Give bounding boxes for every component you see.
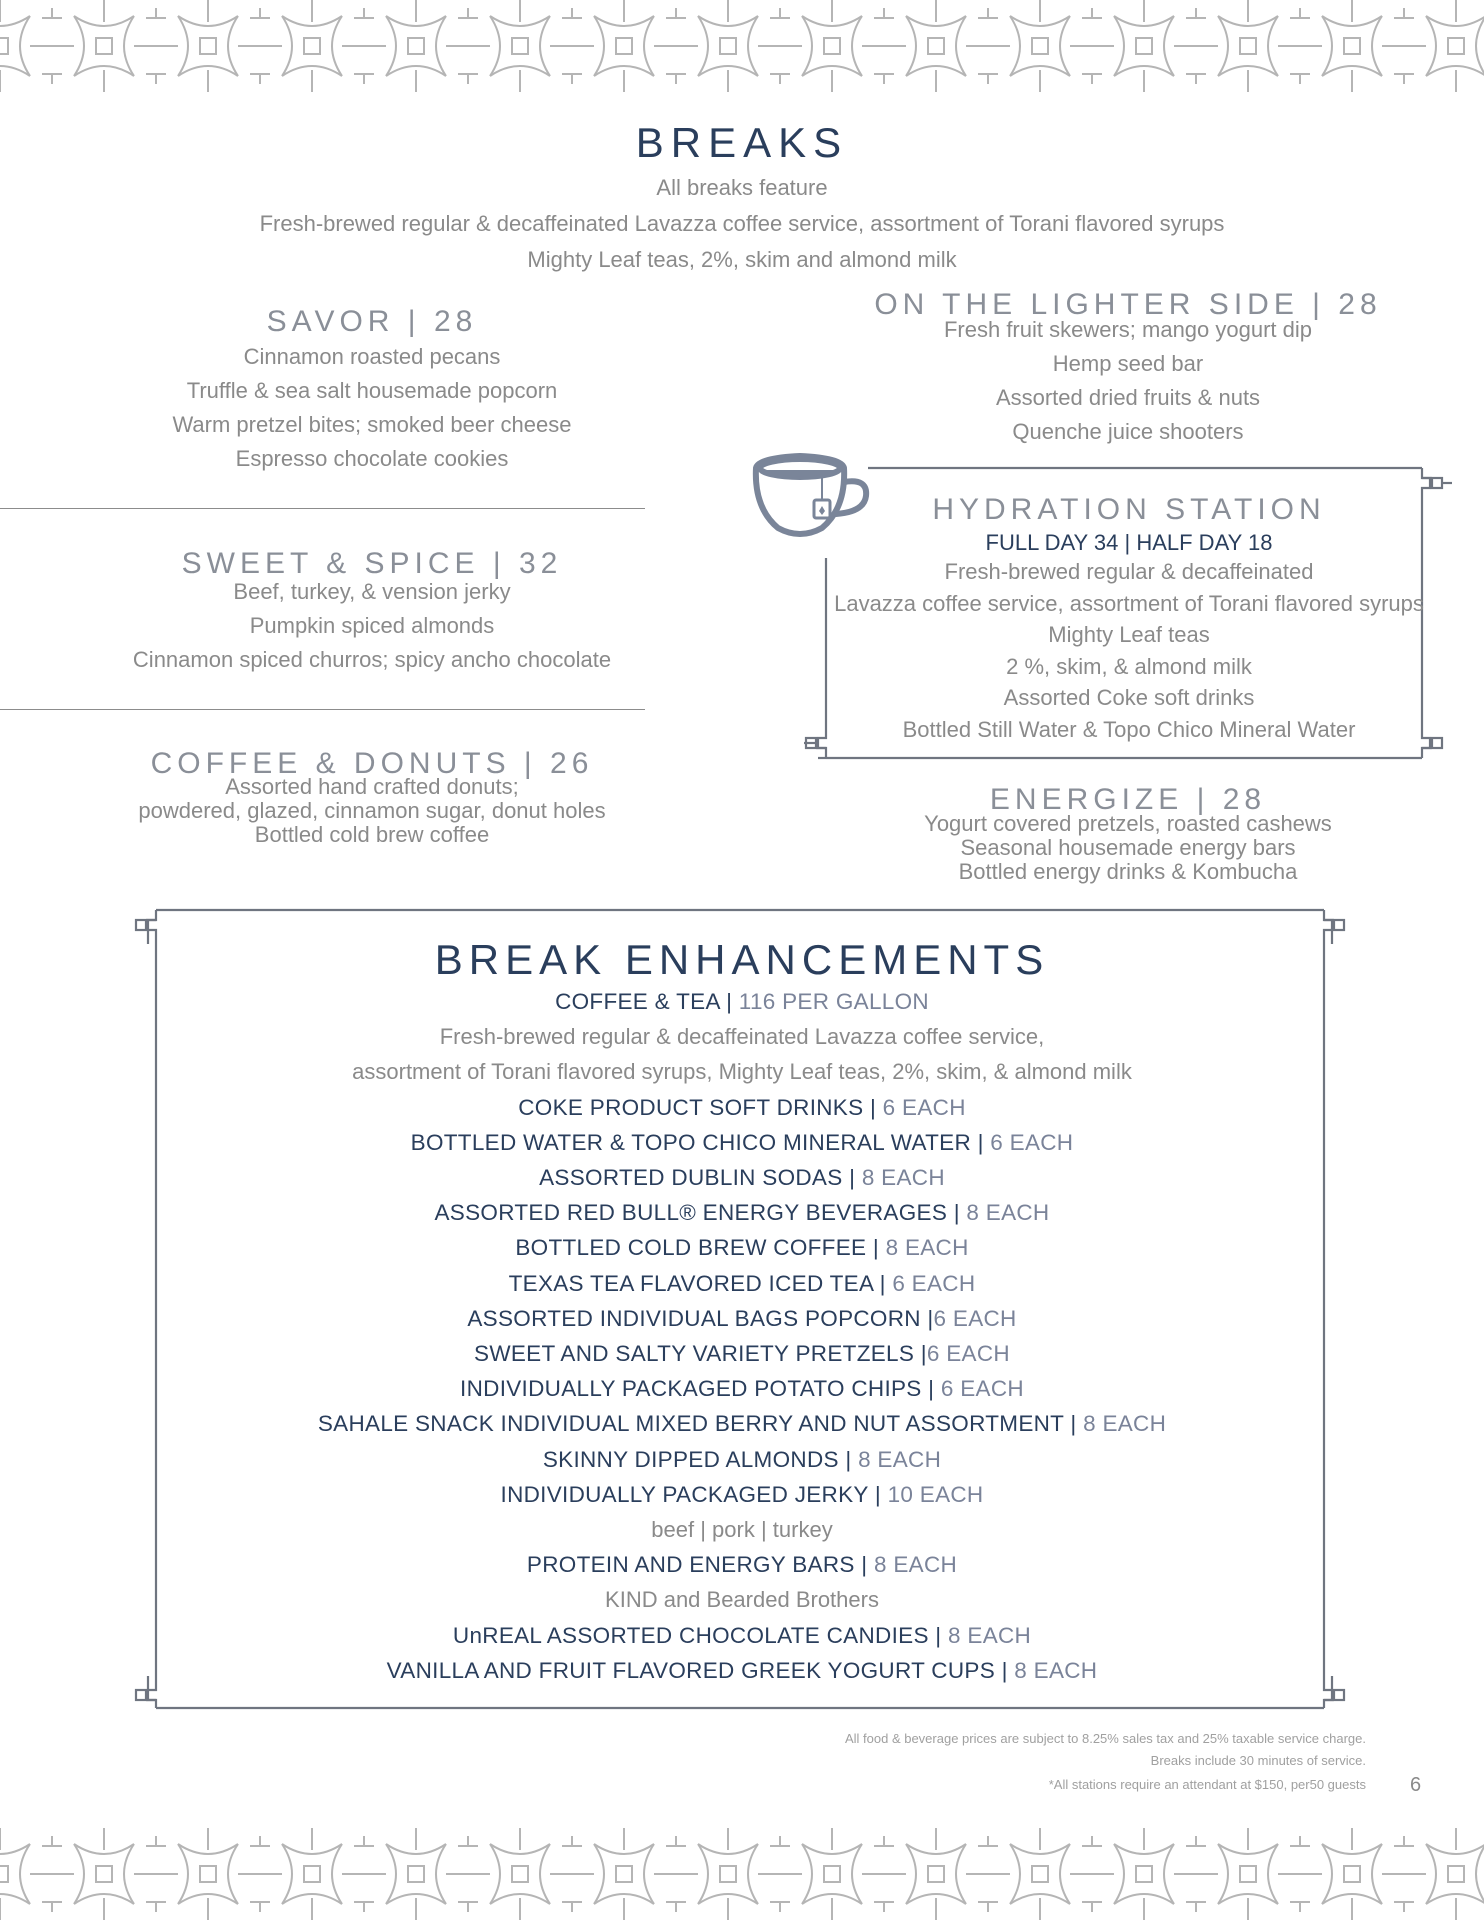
menu-item: Lavazza coffee service, assortment of Torani flavored syrups [834, 590, 1424, 616]
menu-item: Seasonal housemade energy bars [960, 835, 1296, 860]
menu-item: Hemp seed bar [1052, 351, 1204, 376]
enhancement-item [0, 1125, 1484, 1160]
enhancements-section [0, 935, 1484, 1688]
enhancement-description: assortment of Torani flavored syrups, Mighty Leaf teas, 2%, skim, & almond milk [352, 1059, 1132, 1085]
enhancement-item-price: 8 EACH [948, 1622, 1032, 1648]
enhancement-item-price: 116 PER GALLON [738, 989, 929, 1014]
menu-item: Cinnamon spiced churros; spicy ancho chocolate [132, 647, 612, 672]
enhancement-item-price: 8 EACH [861, 1165, 945, 1191]
energize-title: ENERGIZE | 28 [989, 783, 1267, 816]
enhancement-item [0, 1406, 1484, 1441]
enhancement-description: Fresh-brewed regular & decaffeinated Lavazza coffee service, [439, 1024, 1045, 1050]
divider [0, 508, 645, 509]
footnote-line: All food & beverage prices are subject to 8.25% sales tax and 25% taxable service charge. [844, 1731, 1366, 1746]
enhancement-item-name: BOTTLED COLD BREW COFFEE | [515, 1235, 886, 1261]
enhancement-item-price: 8 EACH [858, 1446, 942, 1472]
enhancement-item [0, 1195, 1484, 1230]
enhancement-item-name: BOTTLED WATER & TOPO CHICO MINERAL WATER | [410, 1129, 991, 1155]
enhancement-item-price: 8 EACH [966, 1200, 1050, 1226]
enhancement-item-price: 8 EACH [885, 1235, 969, 1261]
enhancement-item-price: 6 EACH [882, 1094, 966, 1120]
hydration-section [810, 490, 1448, 745]
enhancement-item [0, 1371, 1484, 1406]
enhancement-item-name: UnREAL ASSORTED CHOCOLATE CANDIES | [452, 1622, 949, 1648]
enhancement-item [0, 1618, 1484, 1653]
enhancement-item [0, 1653, 1484, 1688]
enhancement-item-name: SAHALE SNACK INDIVIDUAL MIXED BERRY AND NUT ASSORTMENT | [317, 1411, 1084, 1437]
enhancement-item-name: ASSORTED INDIVIDUAL BAGS POPCORN | [467, 1305, 934, 1331]
enhancement-item-price: 8 EACH [1014, 1657, 1098, 1683]
footnote-line: Breaks include 30 minutes of service. [1150, 1753, 1366, 1768]
menu-item: Quenche juice shooters [1012, 419, 1244, 444]
enhancement-item [0, 1301, 1484, 1336]
enhancement-item-price: 6 EACH [933, 1305, 1017, 1331]
menu-item: Bottled Still Water & Topo Chico Mineral Water [902, 716, 1356, 742]
enhancement-item-name: SKINNY DIPPED ALMONDS | [542, 1446, 859, 1472]
enhancement-item-price: 8 EACH [1083, 1411, 1167, 1437]
page-number: 6 [1410, 1774, 1422, 1796]
enhancement-item-name: SWEET AND SALTY VARIETY PRETZELS | [474, 1341, 927, 1367]
intro-text [0, 170, 1484, 278]
lighter-side-section [758, 287, 1484, 449]
enhancement-item-name: INDIVIDUALLY PACKAGED JERKY | [500, 1481, 888, 1507]
menu-item: Yogurt covered pretzels, roasted cashews [924, 811, 1332, 836]
hydration-title: HYDRATION STATION [932, 493, 1326, 526]
enhancement-item [0, 1477, 1484, 1512]
page-title: BREAKS [635, 119, 849, 166]
menu-item: Truffle & sea salt housemade popcorn [186, 378, 558, 403]
menu-item: Assorted Coke soft drinks [1003, 685, 1255, 710]
enhancement-item-name: VANILLA AND FRUIT FLAVORED GREEK YOGURT CUPS | [386, 1657, 1015, 1683]
enhancement-item [0, 984, 1484, 1019]
menu-item: Fresh-brewed regular & decaffeinated [944, 559, 1314, 584]
enhancement-item-name: ASSORTED RED BULL® ENERGY BEVERAGES | [434, 1200, 967, 1226]
menu-item: Bottled energy drinks & Kombucha [958, 859, 1298, 884]
intro-line: Fresh-brewed regular & decaffeinated Lavazza coffee service, assortment of Torani flavored syrups [259, 211, 1225, 236]
enhancement-item [0, 1230, 1484, 1265]
enhancement-description: beef | pork | turkey [651, 1517, 833, 1543]
coffee-donuts-section [0, 747, 744, 847]
divider [0, 709, 645, 710]
menu-item: Pumpkin spiced almonds [249, 613, 495, 638]
savor-section [0, 304, 744, 476]
enhancement-item-price: 6 EACH [926, 1341, 1010, 1367]
enhancement-item-price: 6 EACH [990, 1129, 1074, 1155]
menu-item: Cinnamon roasted pecans [243, 344, 501, 369]
menu-item: Fresh fruit skewers; mango yogurt dip [943, 317, 1313, 342]
menu-item: Espresso chocolate cookies [235, 446, 509, 471]
enhancement-item-price: 10 EACH [887, 1481, 984, 1507]
sweet-spice-section [0, 547, 744, 677]
menu-item: Mighty Leaf teas [1048, 622, 1210, 647]
enhancement-description: KIND and Bearded Brothers [605, 1587, 879, 1613]
enhancement-item-price: 6 EACH [940, 1376, 1024, 1402]
enhancement-item-name: ASSORTED DUBLIN SODAS | [539, 1165, 862, 1191]
enhancement-item [0, 1442, 1484, 1477]
enhancement-item-name: PROTEIN AND ENERGY BARS | [526, 1552, 874, 1578]
lighter-side-title: ON THE LIGHTER SIDE | 28 [874, 288, 1382, 321]
enhancement-item-name: COFFEE & TEA | [555, 989, 739, 1014]
intro-line: All breaks feature [656, 175, 828, 200]
enhancement-item-price: 8 EACH [873, 1552, 958, 1578]
decorative-pattern-top [0, 0, 1484, 92]
menu-item: Assorted dried fruits & nuts [995, 385, 1261, 410]
footnote-line: *All stations require an attendant at $150, per50 guests [1048, 1777, 1366, 1792]
sweet-spice-title: SWEET & SPICE | 32 [181, 547, 563, 580]
decorative-pattern-bottom [0, 1828, 1484, 1920]
energize-section [758, 782, 1484, 884]
enhancements-list [0, 984, 1484, 1688]
menu-item: Bottled cold brew coffee [254, 822, 490, 847]
intro-line: Mighty Leaf teas, 2%, skim and almond milk [527, 247, 957, 272]
menu-item: 2 %, skim, & almond milk [1006, 653, 1252, 679]
enhancement-item-name: TEXAS TEA FLAVORED ICED TEA | [508, 1270, 893, 1296]
savor-title: SAVOR | 28 [266, 305, 478, 338]
coffee-donuts-title: COFFEE & DONUTS | 26 [150, 747, 594, 780]
menu-item: powdered, glazed, cinnamon sugar, donut holes [138, 798, 606, 823]
menu-item: Assorted hand crafted donuts; [225, 774, 519, 799]
enhancement-item [0, 1336, 1484, 1371]
menu-item: Warm pretzel bites; smoked beer cheese [172, 412, 572, 437]
enhancement-item [0, 1160, 1484, 1195]
enhancement-item [0, 1090, 1484, 1125]
enhancement-item [0, 1547, 1484, 1582]
enhancement-item-name: COKE PRODUCT SOFT DRINKS | [518, 1094, 883, 1120]
enhancements-title: BREAK ENHANCEMENTS [434, 936, 1050, 983]
enhancement-item-name: INDIVIDUALLY PACKAGED POTATO CHIPS | [460, 1376, 941, 1402]
footnotes [845, 1728, 1366, 1796]
hydration-price: FULL DAY 34 | HALF DAY 18 [985, 530, 1273, 555]
enhancement-item-price: 6 EACH [892, 1270, 976, 1296]
menu-item: Beef, turkey, & vension jerky [233, 579, 511, 604]
enhancement-item [0, 1266, 1484, 1301]
